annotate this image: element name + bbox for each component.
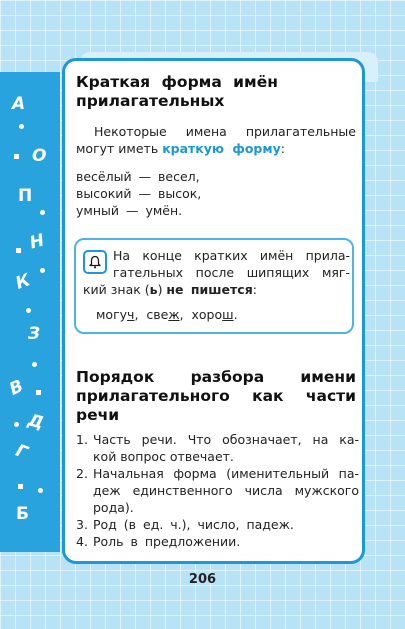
list-item — [76, 516, 359, 533]
strip-square — [14, 154, 19, 159]
title-line: прилагательных — [76, 92, 225, 110]
strip-letter: К — [12, 270, 33, 294]
rule-examples — [96, 306, 238, 323]
strip-dot — [32, 362, 37, 367]
examples-list — [76, 168, 201, 219]
intro-line — [76, 140, 356, 157]
rule-text: ) — [157, 282, 167, 297]
item-text: Начальная форма (именительный па- деж единственного числа мужского рода). — [93, 466, 359, 515]
item-number: 4. — [76, 534, 88, 549]
bell-icon — [83, 250, 107, 274]
strip-square — [16, 248, 21, 253]
strip-letter: Д — [25, 410, 46, 434]
list-item — [76, 533, 359, 550]
strip-dot — [40, 210, 45, 215]
strip-dot — [38, 488, 43, 493]
rule-line: гательных после шипящих мяг- — [113, 265, 350, 280]
section-title-short-form — [76, 73, 278, 111]
list-item — [76, 465, 359, 516]
highlight-term: краткую форму — [162, 141, 281, 156]
strip-square — [18, 484, 23, 489]
rule-example: свеж, — [146, 307, 184, 322]
rule-text: кий знак ( — [83, 282, 150, 297]
list-item — [76, 431, 359, 465]
rule-emphasis: не пишется — [166, 282, 253, 297]
item-text: Роль в предложении. — [93, 534, 241, 549]
title-line: Порядок разбора имени — [76, 368, 356, 386]
rule-line: На конце кратких имён прила- — [113, 248, 350, 263]
strip-dot — [40, 268, 45, 273]
title-line: прилагательного как части — [76, 387, 356, 405]
strip-letter: З — [28, 324, 41, 344]
strip-letter: А — [12, 94, 26, 114]
intro-text: могут иметь — [76, 141, 159, 156]
intro-text: : — [280, 141, 285, 156]
title-line: Краткая форма имён — [76, 73, 278, 91]
item-number: 2. — [76, 466, 88, 481]
example-line: весёлый — весел, — [76, 169, 200, 184]
title-line: речи — [76, 406, 120, 424]
example-line: умный — умён. — [76, 203, 183, 218]
section-title-parsing-order — [76, 368, 356, 425]
decorative-alphabet-strip — [0, 72, 60, 552]
strip-dot — [26, 308, 31, 313]
rule-example: хорош. — [191, 307, 238, 322]
strip-letter: В — [6, 376, 27, 400]
intro-line: Некоторые имена прилагательные — [94, 124, 356, 139]
rule-line — [83, 281, 350, 298]
item-number: 3. — [76, 517, 88, 532]
strip-letter: Г — [12, 440, 30, 464]
item-number: 1. — [76, 432, 88, 447]
strip-dot — [19, 124, 24, 129]
strip-letter: Б — [16, 504, 29, 524]
rule-box — [74, 238, 354, 334]
strip-letter: О — [32, 146, 47, 166]
soft-sign: ь — [149, 282, 158, 297]
strip-square — [36, 390, 41, 395]
strip-dot — [14, 422, 19, 427]
rule-example: могуч, — [96, 307, 139, 322]
rule-card — [62, 58, 365, 564]
strip-letter: Н — [27, 230, 47, 254]
rule-text: : — [252, 282, 257, 297]
strip-letter: П — [18, 186, 33, 206]
item-text: Часть речи. Что обозначает, на ка- кой вопрос отвечает. — [93, 432, 359, 464]
example-line: высокий — высок, — [76, 186, 202, 201]
item-text: Род (в ед. ч.), число, падеж. — [93, 517, 294, 532]
intro-paragraph — [76, 123, 356, 157]
parsing-steps-list — [76, 431, 359, 550]
page-number: 206 — [188, 572, 217, 587]
